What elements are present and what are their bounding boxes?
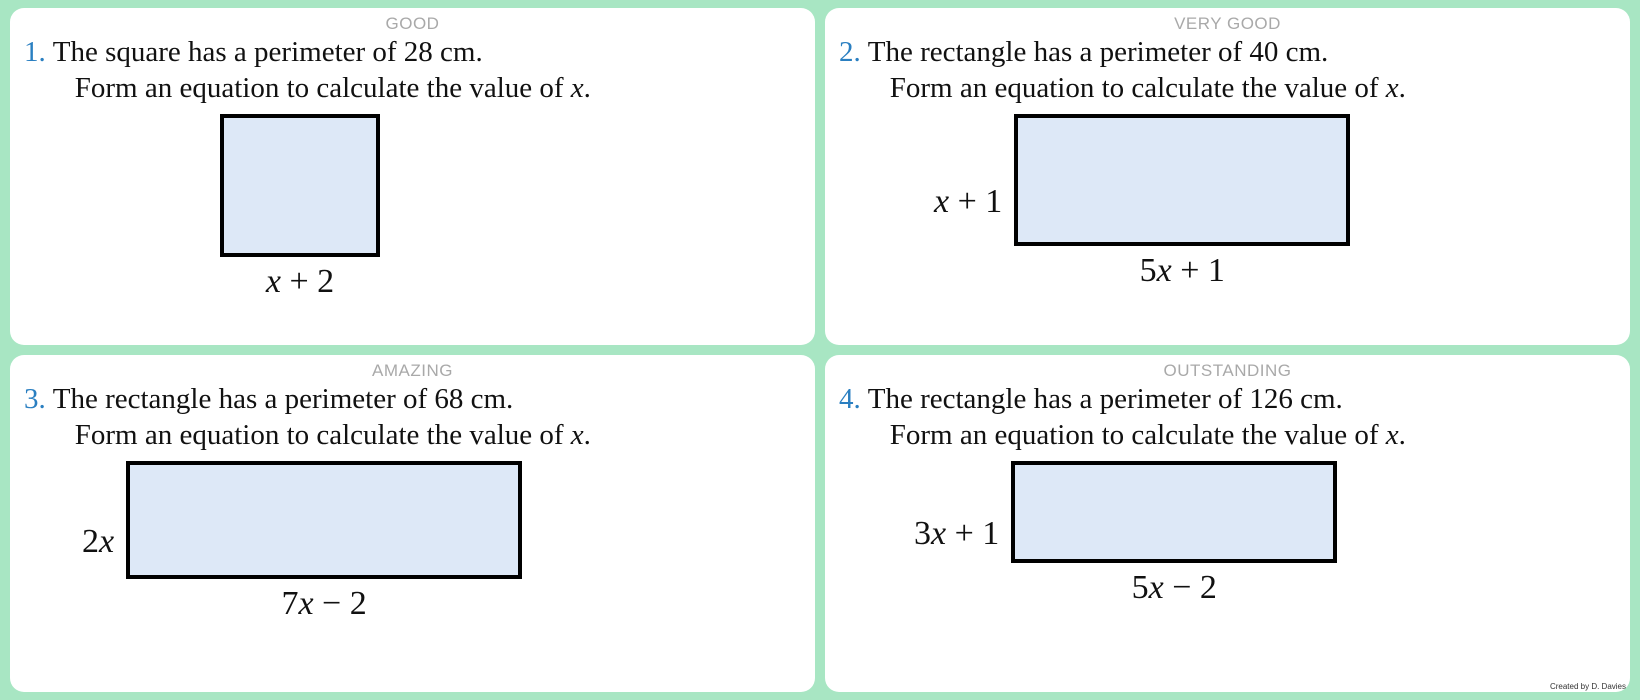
level-label-3: AMAZING bbox=[372, 361, 453, 380]
side-label-4: 3x + 1 bbox=[914, 515, 1000, 552]
level-label-1: GOOD bbox=[385, 14, 440, 33]
question-number-4: 4. bbox=[839, 383, 861, 415]
question-text-1 bbox=[53, 34, 801, 106]
bottom-label-1: x + 2 bbox=[265, 263, 335, 300]
rectangle-shape bbox=[1011, 461, 1337, 563]
bottom-label-4: 5x − 2 bbox=[1131, 569, 1217, 606]
shape-wrap-2 bbox=[1014, 114, 1350, 290]
figure-1 bbox=[220, 114, 801, 301]
question-text-3 bbox=[53, 381, 801, 453]
rectangle-shape bbox=[1014, 114, 1350, 246]
figure-3 bbox=[82, 461, 801, 623]
question-line-2 bbox=[839, 34, 1616, 106]
variable-x: x bbox=[570, 72, 584, 104]
side-label-2: x + 1 bbox=[934, 183, 1003, 220]
variable-x: x bbox=[1385, 72, 1399, 104]
shape-wrap-4 bbox=[1011, 461, 1337, 607]
variable-x: x bbox=[570, 419, 584, 451]
question-card-3 bbox=[10, 355, 815, 692]
bottom-label-3: 7x − 2 bbox=[281, 585, 367, 622]
question-line-4 bbox=[839, 381, 1616, 453]
variable-x: x bbox=[1385, 419, 1399, 451]
question-text-2 bbox=[868, 34, 1616, 106]
level-label-4: OUTSTANDING bbox=[1163, 361, 1292, 380]
bottom-label-2: 5x + 1 bbox=[1139, 252, 1225, 289]
rectangle-shape bbox=[126, 461, 522, 579]
question-line-3 bbox=[24, 381, 801, 453]
credit-label: Created by D. Davies bbox=[1549, 682, 1626, 691]
figure-4 bbox=[914, 461, 1616, 607]
question-statement-3: The rectangle has a perimeter of 68 cm. bbox=[52, 383, 514, 415]
shape-wrap-1 bbox=[220, 114, 380, 301]
square-shape bbox=[220, 114, 380, 257]
question-instruction-2: Form an equation to calculate the value of x. bbox=[889, 72, 1406, 104]
question-card-2 bbox=[825, 8, 1630, 345]
question-text-4 bbox=[868, 381, 1616, 453]
question-instruction-4: Form an equation to calculate the value of x. bbox=[889, 419, 1406, 451]
question-statement-1: The square has a perimeter of 28 cm. bbox=[52, 36, 483, 68]
question-instruction-1: Form an equation to calculate the value of x. bbox=[74, 72, 591, 104]
shape-wrap-3 bbox=[126, 461, 522, 623]
question-number-2: 2. bbox=[839, 36, 861, 68]
question-number-1: 1. bbox=[24, 36, 46, 68]
side-label-3: 2x bbox=[82, 523, 115, 560]
figure-2 bbox=[934, 114, 1616, 290]
question-statement-4: The rectangle has a perimeter of 126 cm. bbox=[867, 383, 1343, 415]
question-line-1 bbox=[24, 34, 801, 106]
question-instruction-3: Form an equation to calculate the value of x. bbox=[74, 419, 591, 451]
question-card-4 bbox=[825, 355, 1630, 692]
question-number-3: 3. bbox=[24, 383, 46, 415]
question-statement-2: The rectangle has a perimeter of 40 cm. bbox=[867, 36, 1329, 68]
level-label-2: VERY GOOD bbox=[1174, 14, 1281, 33]
question-card-1 bbox=[10, 8, 815, 345]
